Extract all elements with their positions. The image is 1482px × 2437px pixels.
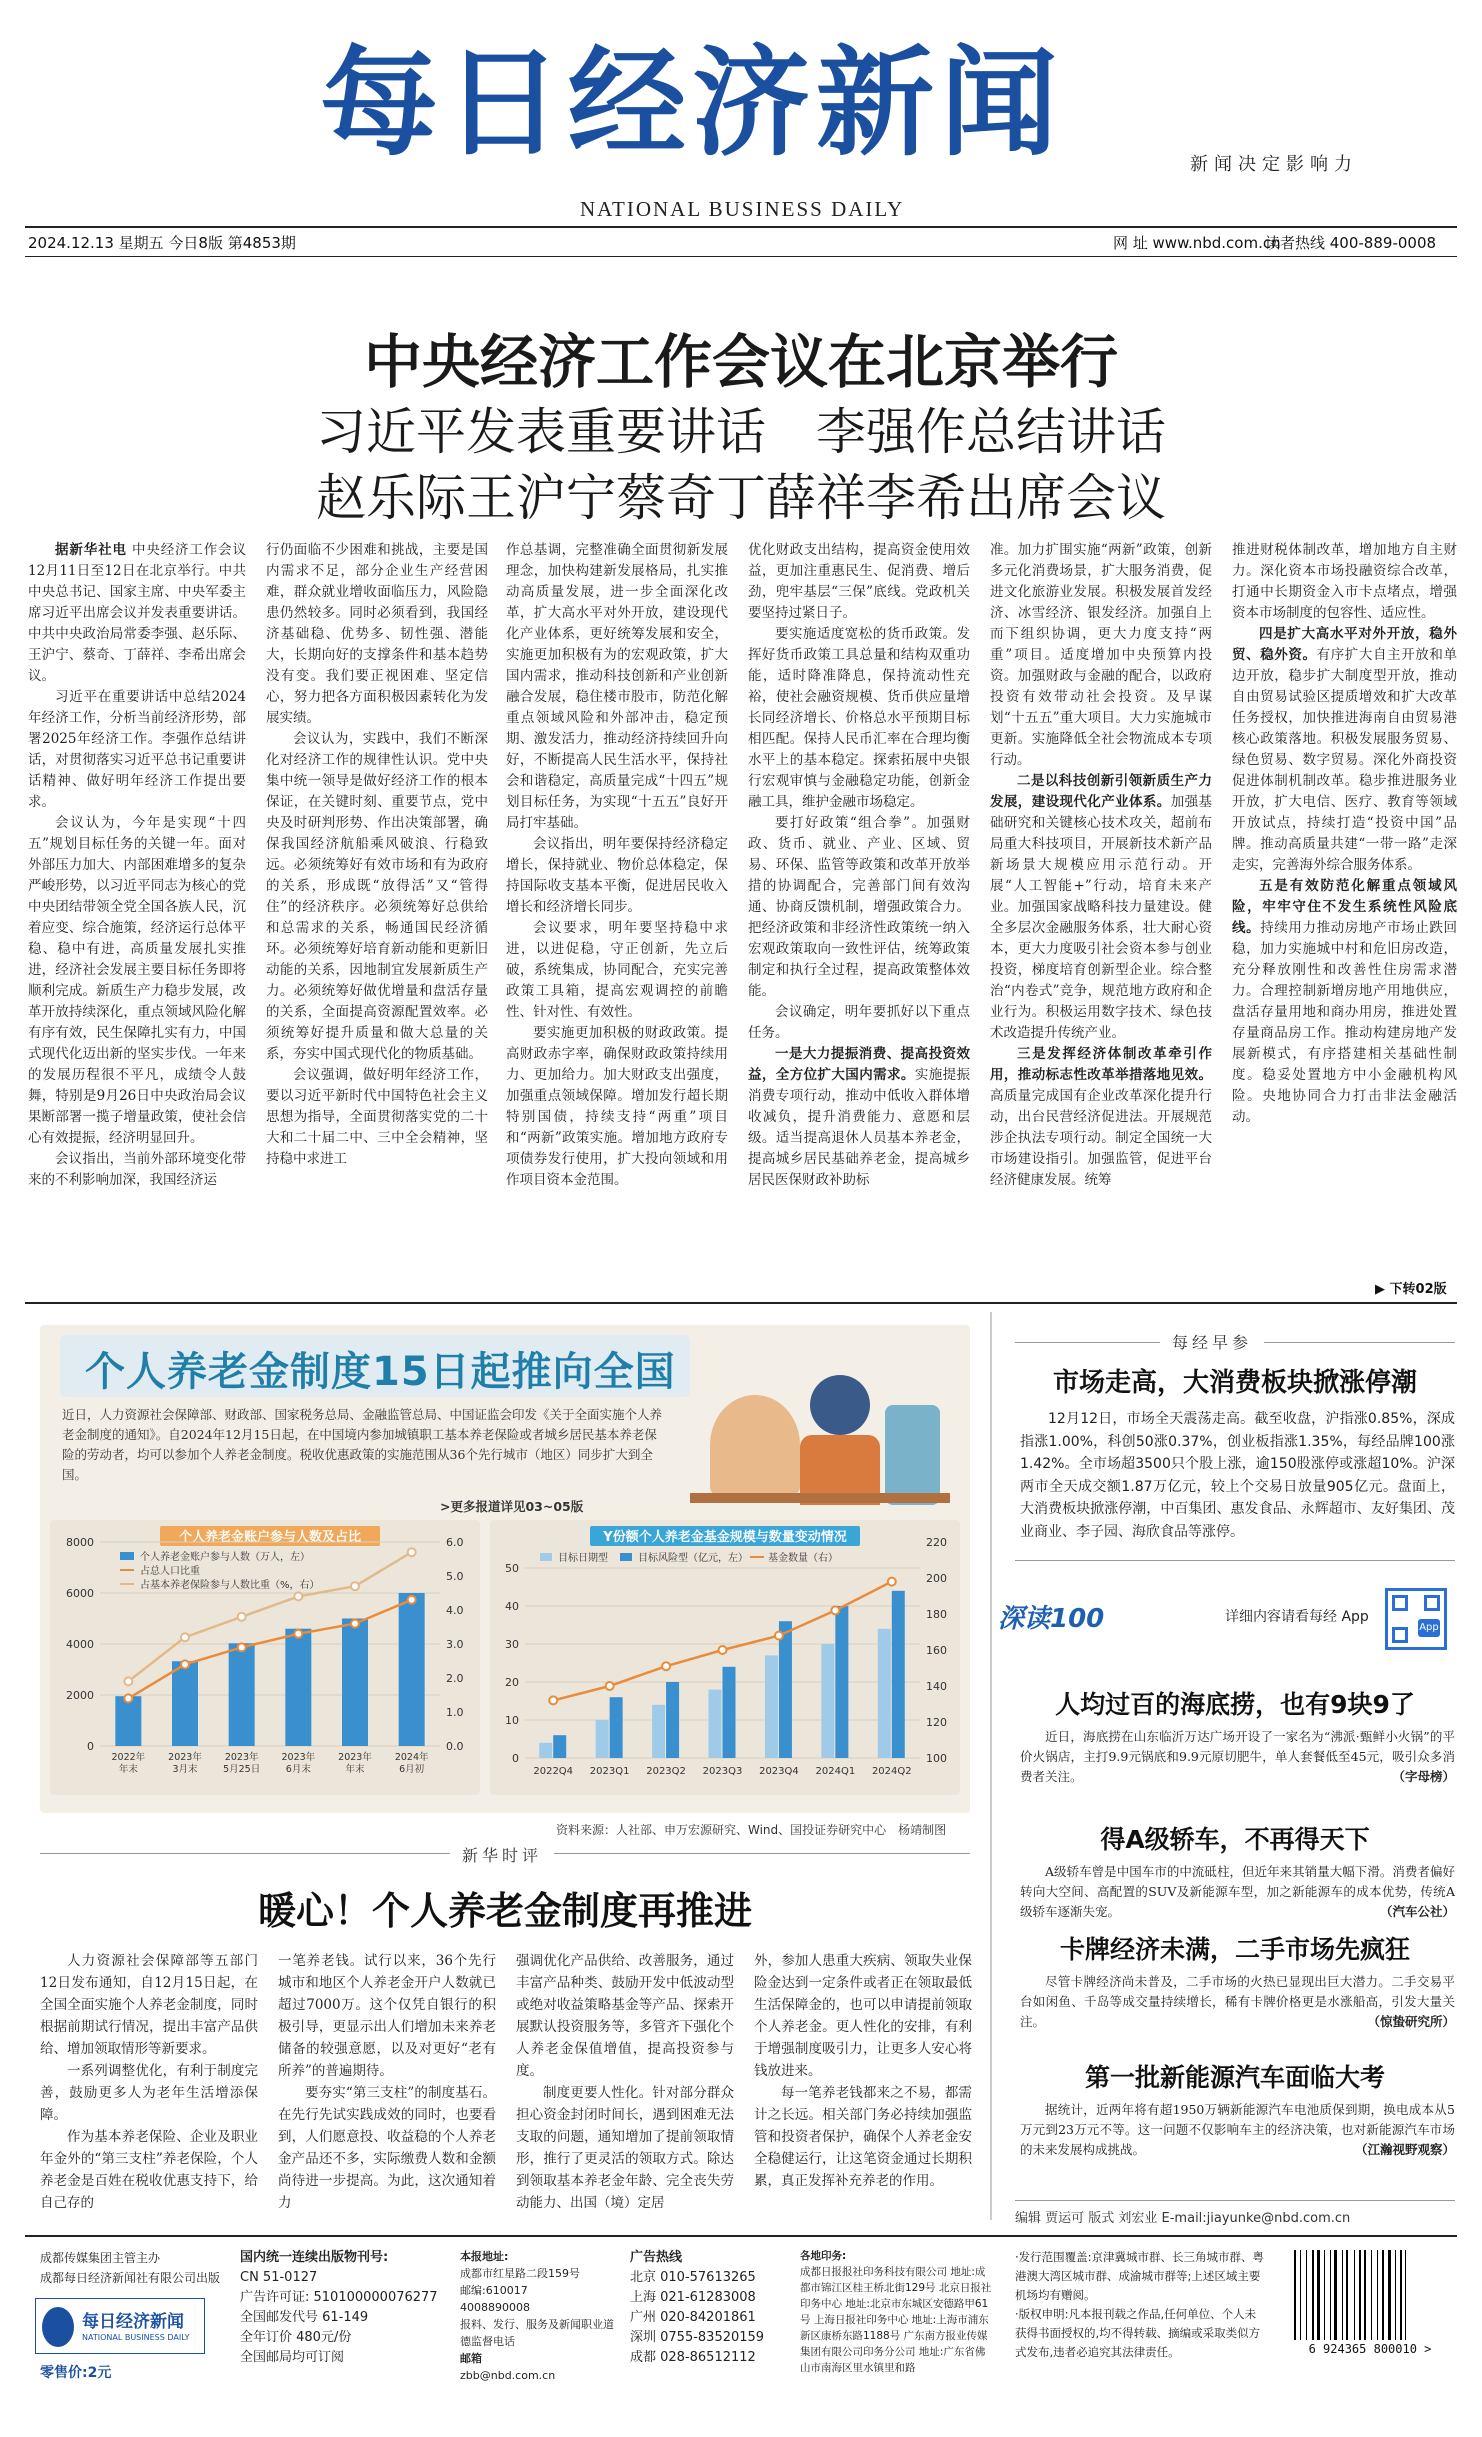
article-column-5: 准。加力扩围实施“两新”政策，创新多元化消费场景，扩大服务消费，促进文化旅游业发展。积极发展首发经济、冰雪经济、银发经济。加强自上而下组织协调，更大力度支持“两重”项目。适度增加中央预算内投资。加强财政与金融的配合，以政府投资有效带动社会投资。及早谋划“十五五”重大项目。大力实施城市更新。实施降低全社会物流成本专项行动。 二是以科技创新引领新质生产力发展，建设现代化产业体系。加强基础研究和关键核心技术攻关，超前布局重大科技项目，开展新技术新产品新场景大规模应用示范行动。开展“人工智能+”行动，培育未来产业。加强国家战略科技力量建设。健全多层次金融服务体系，壮大耐心资本，更大力度吸引社会资本参与创业投资，梯度培育创新型企业。综合整治“内卷式”竞争，规范地方政府和企业行为。积极运用数字技术、绿色技术改造提升传统产业。 三是发挥经济体制改革牵引作用，推动标志性改革举措落地见效。高质量完成国有企业改革深化提升行动，出台民营经济促进法。开展规范涉企执法专项行动。制定全国统一大市场建设指引。加强监管，促进平台经济健康发展。统筹	[990, 542, 1212, 1188]
chart1-ytick-right: 4.0	[446, 1604, 464, 1617]
market-body: 12月12日，市场全天震荡走高。截至收盘，沪指涨0.85%，深成指涨1.00%，科创50涨0.37%，创业板指涨1.35%，每经品牌100涨1.42%。全市场超3500只个股上涨，逾150股涨停或涨超10%。沪深两市全天成交额1.87万亿元，较上个交易日放量905亿元。盘面上，大消费板块掀涨停潮，中百集团、惠发食品、永辉超市、友好集团、茂业商业、李子园、海欣食品等涨停。	[1020, 1411, 1455, 1540]
chart1-title: 个人养老金账户参与人数及占比	[178, 1530, 362, 1545]
jump-to-page-2[interactable]: ▶ 下转02版	[1375, 1282, 1447, 1297]
barcode-bar	[1294, 2250, 1296, 2340]
chart2-ytick-right: 180	[926, 1608, 947, 1621]
chart1-point	[238, 1643, 246, 1651]
chart1-ytick-right: 0.0	[446, 1740, 464, 1753]
chart2-bar	[666, 1682, 679, 1758]
chart2-xtick: 2023Q3	[702, 1766, 743, 1777]
chart1-bar	[399, 1593, 425, 1746]
chart2-point	[888, 1578, 896, 1586]
chart1-point	[408, 1596, 416, 1604]
chart2-ytick-right: 160	[926, 1644, 947, 1657]
chart2-ytick-right: 200	[926, 1572, 947, 1585]
footer-logo: 每日经济新闻 NATIONAL BUSINESS DAILY	[35, 2298, 205, 2354]
sidebar-item-text: 据统计，近两年将有超1950万辆新能源汽车电池质保到期，换电成本从5万元到23万元不等。这一问题不仅影响车主的经济决策，也对新能源汽车市场的未来发展构成挑战。	[1020, 2102, 1455, 2157]
barcode-bar	[1312, 2250, 1314, 2340]
chart2-legend-label: 目标风险型（亿元，左）	[638, 1553, 748, 1564]
chart2-bar	[892, 1591, 905, 1758]
sidebar-item-source: （字母榜）	[1392, 1769, 1455, 1784]
barcode-bar	[1364, 2250, 1366, 2340]
commentary-column-1: 人力资源社会保障部等五部门12日发布通知，自12月15日起，在全国全面实施个人养老金制度，同时根据前期试行情况，提出丰富产品供给、增加领取情形等新要求。 一系列调整优化，有利于制度完善，鼓励更多人为老年生活增添保障。 作为基本养老保险、企业及职业年金外的“第三支柱”养老保险，个人养老金是百姓在税收优惠支持下，给自己存的	[40, 1953, 258, 2211]
sidebar-item-text: 近日，海底捞在山东临沂万达广场开设了一家名为“沸派·甄鲜小火锅”的平价火锅店，主打9.9元锅底和9.9元原切肥牛，单人套餐低至45元，吸引众多消费者关注。	[1020, 1729, 1455, 1784]
chart1-xtick-sub: 6月初	[399, 1764, 425, 1775]
chart-credit: 资料来源：人社部、申万宏源研究、Wind、国投证券研究中心 杨靖制图	[556, 1823, 947, 1837]
chart2-point	[549, 1696, 557, 1704]
barcode-bar	[1334, 2250, 1337, 2340]
barcode-bar	[1354, 2250, 1355, 2340]
info-rule	[25, 256, 1457, 257]
sidebar-item-body	[1020, 1972, 1455, 2032]
deep-read-more[interactable]: 详细内容请看每经 App	[1225, 1609, 1369, 1625]
chart1-bar	[285, 1629, 311, 1746]
masthead-rule	[25, 226, 1457, 228]
barcode-bar	[1330, 2250, 1331, 2340]
chart2-ytick-left: 30	[505, 1638, 519, 1651]
chart1-ytick-left: 0	[87, 1740, 94, 1753]
barcode-bar	[1359, 2250, 1361, 2340]
sidebar-item-source: （江瀚视野观察）	[1354, 2142, 1455, 2157]
chart2-bar	[596, 1720, 609, 1758]
barcode-bars	[1290, 2250, 1450, 2340]
editors-rule	[1015, 2200, 1455, 2201]
chart1-point	[294, 1630, 302, 1638]
chart1-ytick-right: 1.0	[446, 1706, 464, 1719]
chart1-point	[181, 1633, 189, 1641]
logo-mark-icon	[42, 2307, 74, 2347]
commentary-title: 暖心！个人养老金制度再推进	[257, 1889, 752, 1933]
office-illustration	[690, 1355, 950, 1515]
barcode-bar	[1300, 2250, 1301, 2340]
chart1-bar	[229, 1643, 255, 1746]
barcode-bar	[1405, 2250, 1406, 2340]
sidebar-item-title[interactable]: 第一批新能源汽车面临大考	[1084, 2063, 1385, 2092]
chart1-xtick-sub: 年末	[345, 1764, 365, 1775]
footer-printing: 各地印务: 成都日报报社印务科技有限公司 地址:成都市锦江区桂王桥北街129号 北京日报社印务中心 地址:北京市东城区安德路甲61号 上海日报社印务中心 地址:上海市浦东新区康桥东路1188号 广东南方报业传媒集团有限公司印务分公司 地址:广东省佛山市南海区里水镇里和路	[800, 2250, 992, 2374]
chart1-bar	[172, 1661, 198, 1746]
chart1-xtick: 2023年	[224, 1752, 259, 1763]
sub-headline-2: 赵乐际王沪宁蔡奇丁薛祥李希出席会议	[316, 469, 1166, 527]
section-rule	[25, 1302, 1457, 1304]
barcode-bar	[1377, 2250, 1378, 2340]
chart2-xtick: 2022Q4	[533, 1766, 574, 1777]
editors-line: 编辑 贾运可 版式 刘宏业 E-mail:jiayunke@nbd.com.cn	[1015, 2211, 1351, 2226]
chart1-xtick-sub: 3月末	[172, 1764, 198, 1775]
chart1-ytick-left: 6000	[66, 1587, 94, 1600]
chart2-xtick: 2024Q1	[815, 1766, 856, 1777]
footer-distribution: ·发行范围覆盖:京津冀城市群、长三角城市群、粤港澳大湾区城市群、成渝城市群等;上述区域主要机场均有赠阅。 ·版权申明:凡本报刊载之作品,任何单位、个人未获得书面授权的,均不得转载、摘编或采取类似方式发布,违者必追究其法律责任。	[1015, 2250, 1265, 2359]
sidebar-item-body	[1020, 2100, 1455, 2160]
commentary-column-2: 一笔养老钱。试行以来，36个先行城市和地区个人养老金开户人数就已超过7000万。这个仅凭自银行的积极引导，更显示出人们增加未来养老储备的较强意愿，以及对更好“老有所养”的普遍期待。 要夯实“第三支柱”的制度基石。在先行先试实践成效的同时，也要看到，人们愿意投、收益稳的个人养老金产品还不多，实际缴费人数和金额尚待进一步提高。为此，这次通知着力	[278, 1953, 496, 2211]
chart2-bar	[610, 1697, 623, 1758]
barcode-bar	[1382, 2250, 1384, 2340]
chart2-legend-label: 基金数量（右）	[768, 1553, 838, 1564]
chart2-bar	[821, 1644, 834, 1758]
pension-title: 个人养老金制度15日起推向全国	[85, 1349, 676, 1395]
article-column-1: 据新华社电 中央经济工作会议12月11日至12日在北京举行。中共中央总书记、国家主席、中央军委主席习近平出席会议并发表重要讲话。中共中央政治局常委李强、赵乐际、王沪宁、蔡奇、丁薛祥、李希出席会议。 习近平在重要讲话中总结2024年经济工作，分析当前经济形势，部署2025年经济工作。李强作总结讲话，对贯彻落实习近平总书记重要讲话精神、做好明年经济工作提出要求。 会议认为，今年是实现“十四五”规划目标任务的关键一年。面对外部压力加大、内部困难增多的复杂严峻形势，以习近平同志为核心的党中央团结带领全党全国各族人民，沉着应变、综合施策，经济运行总体平稳、稳中有进，高质量发展扎实推进，经济社会发展主要目标任务即将顺利完成。新质生产力稳步发展，改革开放持续深化，重点领域风险化解有序有效，民生保障扎实有力，中国式现代化迈出新的坚实步伐。一年来的发展历程很不平凡，成绩令人鼓舞，特别是9月26日中央政治局会议果断部署一揽子增量政策，使社会信心有效提振，经济明显回升。 会议指出，当前外部环境变化带来的不利影响加深，我国经济运	[28, 542, 246, 1188]
chart1-ytick-left: 4000	[66, 1638, 94, 1651]
main-headline: 中央经济工作会议在北京举行	[363, 328, 1118, 396]
barcode-bar	[1346, 2250, 1348, 2340]
chart2-ytick-left: 40	[505, 1600, 519, 1613]
footer-rule	[25, 2235, 1457, 2237]
article-column-6: 推进财税体制改革，增加地方自主财力。深化资本市场投融资综合改革，打通中长期资金入市卡点堵点，增强资本市场制度的包容性、适应性。 四是扩大高水平对外开放，稳外贸、稳外资。有序扩大自主开放和单边开放，稳步扩大制度型开放，推动自由贸易试验区提质增效和扩大改革任务授权，加快推进海南自由贸易港核心政策落地。积极发展服务贸易、绿色贸易、数字贸易。深化外商投资促进体制机制改革。稳步推进服务业开放，扩大电信、医疗、教育等领域开放试点，持续打造“投资中国”品牌。推动高质量共建“一带一路”走深走实，完善海外综合服务体系。 五是有效防范化解重点领域风险，牢牢守住不发生系统性风险底线。持续用力推动房地产市场止跌回稳，加力实施城中村和危旧房改造，充分释放刚性和改善性住房需求潜力。合理控制新增房地产用地供应，盘活存量用地和商办用房，推进处置存量商品房工作。推动构建房地产发展新模式，有序搭建相关基础性制度。稳妥处置地方中小金融机构风险。央地协同合力打击非法金融活动。	[1232, 542, 1457, 1125]
sidebar-item-title[interactable]: 得A级轿车，不再得天下	[1100, 1825, 1370, 1854]
chart1-point	[351, 1582, 359, 1590]
sidebar-item-title[interactable]: 卡牌经济未满，二手市场先疯狂	[1059, 1935, 1410, 1964]
sidebar-item-body	[1020, 1727, 1455, 1787]
commentary-column-4: 外，参加人患重大疾病、领取失业保险金达到一定条件或者正在领取最低生活保障金的，也可以申请提前领取个人养老金。更人性化的安排，有利于增强制度吸引力，让更多人安心将钱放进来。 每一笔养老钱都来之不易，都需计之长远。相关部门务必持续加强监管和投资者保护，确保个人养老金安全稳健运行，让这笔资金通过长期积累，真正发挥补充养老的作用。	[754, 1953, 972, 2189]
qr-code[interactable]	[1385, 1588, 1447, 1650]
chart1-point	[408, 1548, 416, 1556]
barcode-number: 6 924365 800010 >	[1308, 2342, 1432, 2356]
chart1-point	[238, 1613, 246, 1621]
barcode-bar	[1395, 2250, 1396, 2340]
chart2-ytick-left: 10	[505, 1714, 519, 1727]
commentary-column-3: 强调优化产品供给、改善服务，通过丰富产品种类、鼓励开发中低波动型或绝对收益策略基金等产品、探索开展默认投资服务等，多管齐下强化个人养老金保值增值，提高投资参与度。 制度更要人性化。针对部分群众担心资金封闭时间长，遇到困难无法支取的问题，通知增加了提前领取情形，推行了更灵活的领取方式。除达到领取基本养老金年龄、完全丧失劳动能力、出国（境）定居	[516, 1953, 734, 2211]
deep-rule	[1015, 1560, 1455, 1561]
pension-summary: 近日，人力资源社会保障部、财政部、国家税务总局、金融监管总局、中国证监会印发《关于全面实施个人养老金制度的通知》。自2024年12月15日起，在中国境内参加城镇职工基本养老保险或者城乡居民基本养老保险的劳动者，均可以参加个人养老金制度。税收优惠政策的实施范围从36个先行城市（地区）同步扩大到全国。	[62, 1407, 663, 1482]
pension-more-link[interactable]: >更多报道详见03~05版	[440, 1499, 584, 1514]
chart1-point	[294, 1592, 302, 1600]
barcode-bar	[1306, 2250, 1307, 2340]
footer-sponsor: 成都传媒集团主管主办 成都每日经济新闻社有限公司出版	[40, 2251, 221, 2285]
chart1-xtick: 2024年	[394, 1752, 429, 1763]
chart2-bar	[652, 1705, 665, 1758]
chart1-xtick: 2023年	[281, 1752, 316, 1763]
footer-address: 本报地址: 成都市红星路二段159号 邮编:610017 4008890008 报料、发行、服务及新闻职业道德监督电话 邮箱 zbb@nbd.com.cn	[460, 2250, 614, 2382]
sidebar-item-source: （汽车公社）	[1379, 1904, 1455, 1919]
masthead-english: NATIONAL BUSINESS DAILY	[580, 197, 905, 221]
pension-infographic	[40, 1325, 970, 1813]
article-column-4: 优化财政支出结构，提高资金使用效益，更加注重惠民生、促消费、增后劲，兜牢基层“三保”底线。党政机关要坚持过紧日子。 要实施适度宽松的货币政策。发挥好货币政策工具总量和结构双重功能，适时降准降息，保持流动性充裕，使社会融资规模、货币供应量增长同经济增长、价格总水平预期目标相匹配。保持人民币汇率在合理均衡水平上的基本稳定。探索拓展中央银行宏观审慎与金融稳定功能，创新金融工具，维护金融市场稳定。 要打好政策“组合拳”。加强财政、货币、就业、产业、区域、贸易、环保、监管等政策和改革开放举措的协调配合，完善部门间有效沟通、协商反馈机制，增强政策合力。把经济政策和非经济性政策统一纳入宏观政策取向一致性评估，统筹政策制定和执行全过程，提高政策整体效能。 会议确定，明年要抓好以下重点任务。 一是大力提振消费、提高投资效益，全方位扩大国内需求。实施提振消费专项行动，推动中低收入群体增收减负，提升消费能力、意愿和层级。适当提高退休人员基本养老金，提高城乡居民基础养老金，提高城乡居民医保财政补助标	[748, 542, 970, 1188]
chart2-bar	[835, 1606, 848, 1758]
footer-publication-info: 国内统一连续出版物刊号: CN 51-0127 广告许可证: 510100000076277 全国邮发代号 61-149 全年订价 480元/份 全国邮局均可订阅	[240, 2250, 438, 2365]
chart2-ytick-right: 220	[926, 1536, 947, 1549]
chart2-bar	[779, 1621, 792, 1758]
chart2-xtick: 2023Q2	[646, 1766, 686, 1777]
chart2-ytick-left: 20	[505, 1676, 519, 1689]
chart1-ytick-right: 3.0	[446, 1638, 464, 1651]
chart2-point	[831, 1606, 839, 1614]
chart1-legend-label: 占总人口比重	[140, 1566, 200, 1577]
chart1-xtick-sub: 6月末	[285, 1764, 311, 1775]
chart1-point	[181, 1660, 189, 1668]
chart1-legend-swatch	[120, 1552, 134, 1560]
sidebar-item-text: 尽管卡牌经济尚未普及，二手市场的火热已显现出巨大潜力。二手交易平台如闲鱼、千岛等成交量持续增长，稀有卡牌价格更是水涨船高，引发大量关注。	[1020, 1974, 1455, 2029]
qr-app-badge: App	[1418, 1619, 1440, 1637]
chart1-point	[124, 1694, 132, 1702]
barcode	[1290, 2250, 1450, 2360]
chart2-xtick: 2024Q2	[871, 1766, 912, 1777]
chart1-point	[351, 1620, 359, 1628]
chart2-ytick-left: 50	[505, 1562, 519, 1575]
chart1-point	[124, 1677, 132, 1685]
chart1-xtick-sub: 5月25日	[223, 1764, 261, 1775]
chart2-legend-swatch	[620, 1553, 632, 1561]
date-info: 2024.12.13 星期五 今日8版 第4853期	[28, 234, 296, 252]
masthead-tagline: 新闻决定影响力	[1190, 154, 1358, 175]
chart1-ytick-right: 6.0	[446, 1536, 464, 1549]
chart2-point	[662, 1662, 670, 1670]
chart1-legend-label: 占基本养老保险参与人数比重（%，右）	[140, 1580, 320, 1591]
chart1-ytick-right: 2.0	[446, 1672, 464, 1685]
barcode-bar	[1324, 2250, 1325, 2340]
article-column-3: 作总基调，完整准确全面贯彻新发展理念，加快构建新发展格局，扎实推动高质量发展，进一步全面深化改革，扩大高水平对外开放，建设现代化产业体系，更好统筹发展和安全，实施更加积极有为的宏观政策，扩大国内需求，推动科技创新和产业创新融合发展，稳住楼市股市，防范化解重点领域风险和外部冲击，稳定预期、激发活力，推动经济持续回升向好，不断提高人民生活水平，保持社会和谐稳定，高质量完成“十四五”规划目标任务，为实现“十五五”良好开局打牢基础。 会议指出，明年要保持经济稳定增长，保持就业、物价总体稳定，保持国际收支基本平衡，促进居民收入增长和经济增长同步。 会议要求，明年要坚持稳中求进，以进促稳，守正创新，先立后破，系统集成，协同配合，充实完善政策工具箱，提高宏观调控的前瞻性、针对性、有效性。 要实施更加积极的财政政策。提高财政赤字率，确保财政政策持续用力、更加给力。加大财政支出强度，加强重点领域保障。增加发行超长期特别国债，持续支持“两重”项目和“两新”政策实施。增加地方政府专项债券发行使用，扩大投向领域和用作项目资本金范围。	[506, 542, 728, 1188]
chart1-bar	[342, 1619, 368, 1747]
pension-charts	[50, 1520, 960, 1795]
chart2-bar	[539, 1743, 552, 1758]
chart1-bar	[115, 1696, 141, 1746]
market-title: 市场走高，大消费板块掀涨停潮	[1052, 1368, 1417, 1398]
deep-read-logo: 深读100	[998, 1604, 1105, 1634]
chart2-point	[775, 1632, 783, 1640]
barcode-bar	[1317, 2250, 1320, 2340]
sub-headline-1: 习近平发表重要讲话 李强作总结讲话	[316, 403, 1166, 461]
commentary-tag: 新华时评	[450, 1843, 554, 1866]
chart2-xtick: 2023Q1	[589, 1766, 630, 1777]
chart1-legend-label: 个人养老金账户参与人数（万人，左）	[140, 1552, 310, 1563]
footer-ad-hotline: 广告热线 北京 010-57613265 上海 021-61283008 广州 020-84201861 深圳 0755-83520159 成都 028-86512112	[630, 2250, 765, 2365]
chart1-ytick-left: 2000	[66, 1689, 94, 1702]
chart1-xtick: 2023年	[168, 1752, 202, 1763]
barcode-bar	[1371, 2250, 1372, 2340]
chart1-ytick-right: 5.0	[446, 1570, 464, 1583]
chart2-legend-label: 目标日期型	[558, 1553, 608, 1564]
barcode-bar	[1342, 2250, 1343, 2340]
chart2-ytick-right: 120	[926, 1716, 947, 1729]
chart2-ytick-right: 100	[926, 1752, 947, 1765]
barcode-bar	[1388, 2250, 1391, 2340]
chart2-legend-swatch	[540, 1553, 552, 1561]
sidebar-divider	[990, 1312, 992, 2220]
chart2-point	[606, 1682, 614, 1690]
chart2-point	[719, 1646, 727, 1654]
chart2-bar	[878, 1629, 891, 1758]
article-source: 据新华社电	[55, 542, 127, 558]
hotline: 读者热线 400-889-0008	[1265, 234, 1437, 252]
article-column-2: 行仍面临不少困难和挑战，主要是国内需求不足，部分企业生产经营困难，群众就业增收面临压力，风险隐患仍然较多。同时必须看到，我国经济基础稳、优势多、韧性强、潜能大，长期向好的支撑条件和基本趋势没有变。我们要正视困难、坚定信心，努力把各方面积极因素转化为发展实绩。 会议认为，实践中，我们不断深化对经济工作的规律性认识。党中央集中统一领导是做好经济工作的根本保证，在关键时刻、重要节点，党中央及时研判形势、作出决策部署，确保我国经济航船乘风破浪、行稳致远。必须统筹好有效市场和有为政府的关系，形成既“放得活”又“管得住”的经济秩序。必须统筹好总供给和总需求的关系，畅通国民经济循环。必须统筹好培育新动能和更新旧动能的关系，因地制宜发展新质生产力。必须统筹好做优增量和盘活存量的关系，全面提高资源配置效率。必须统筹好提升质量和做大总量的关系，夯实中国式现代化的物质基础。 会议强调，做好明年经济工作，要以习近平新时代中国特色社会主义思想为指导，全面贯彻落实党的二十大和二十届二中、三中全会精神，坚持稳中求进工	[266, 542, 488, 1167]
chart1-xtick: 2022年	[111, 1752, 146, 1763]
chart2-title: Y份额个人养老金基金规模与数量变动情况	[603, 1530, 847, 1545]
chart2-xtick: 2023Q4	[759, 1766, 799, 1777]
chart2-bar	[709, 1690, 722, 1758]
footer-price: 零售价:2元	[40, 2365, 112, 2381]
masthead-title: 每日经济新闻	[320, 34, 1065, 172]
sidebar-item-text: A级轿车曾是中国车市的中流砥柱，但近年来其销量大幅下滑。消费者偏好转向大空间、高配置的SUV及新能源车型，加之新能源车的成本优势，传统A级轿车逐渐失宠。	[1020, 1864, 1455, 1919]
chart2-ytick-left: 0	[512, 1752, 519, 1765]
sidebar-tag: 每经早参	[1160, 1330, 1264, 1353]
chart2-ytick-right: 140	[926, 1680, 947, 1693]
chart1-xtick-sub: 年末	[118, 1764, 138, 1775]
chart2-bar	[765, 1655, 778, 1758]
barcode-bar	[1400, 2250, 1402, 2340]
chart2-bar	[553, 1735, 566, 1758]
chart1-xtick: 2023年	[338, 1752, 372, 1763]
chart1-ytick-left: 8000	[66, 1536, 94, 1549]
chart2-bar	[723, 1667, 736, 1758]
website: 网 址 www.nbd.com.cn	[1113, 234, 1281, 252]
sidebar-item-source: （惊蛰研究所）	[1367, 2014, 1455, 2029]
sidebar-item-title[interactable]: 人均过百的海底捞，也有9块9了	[1055, 1690, 1415, 1719]
sidebar-item-body	[1020, 1862, 1455, 1922]
